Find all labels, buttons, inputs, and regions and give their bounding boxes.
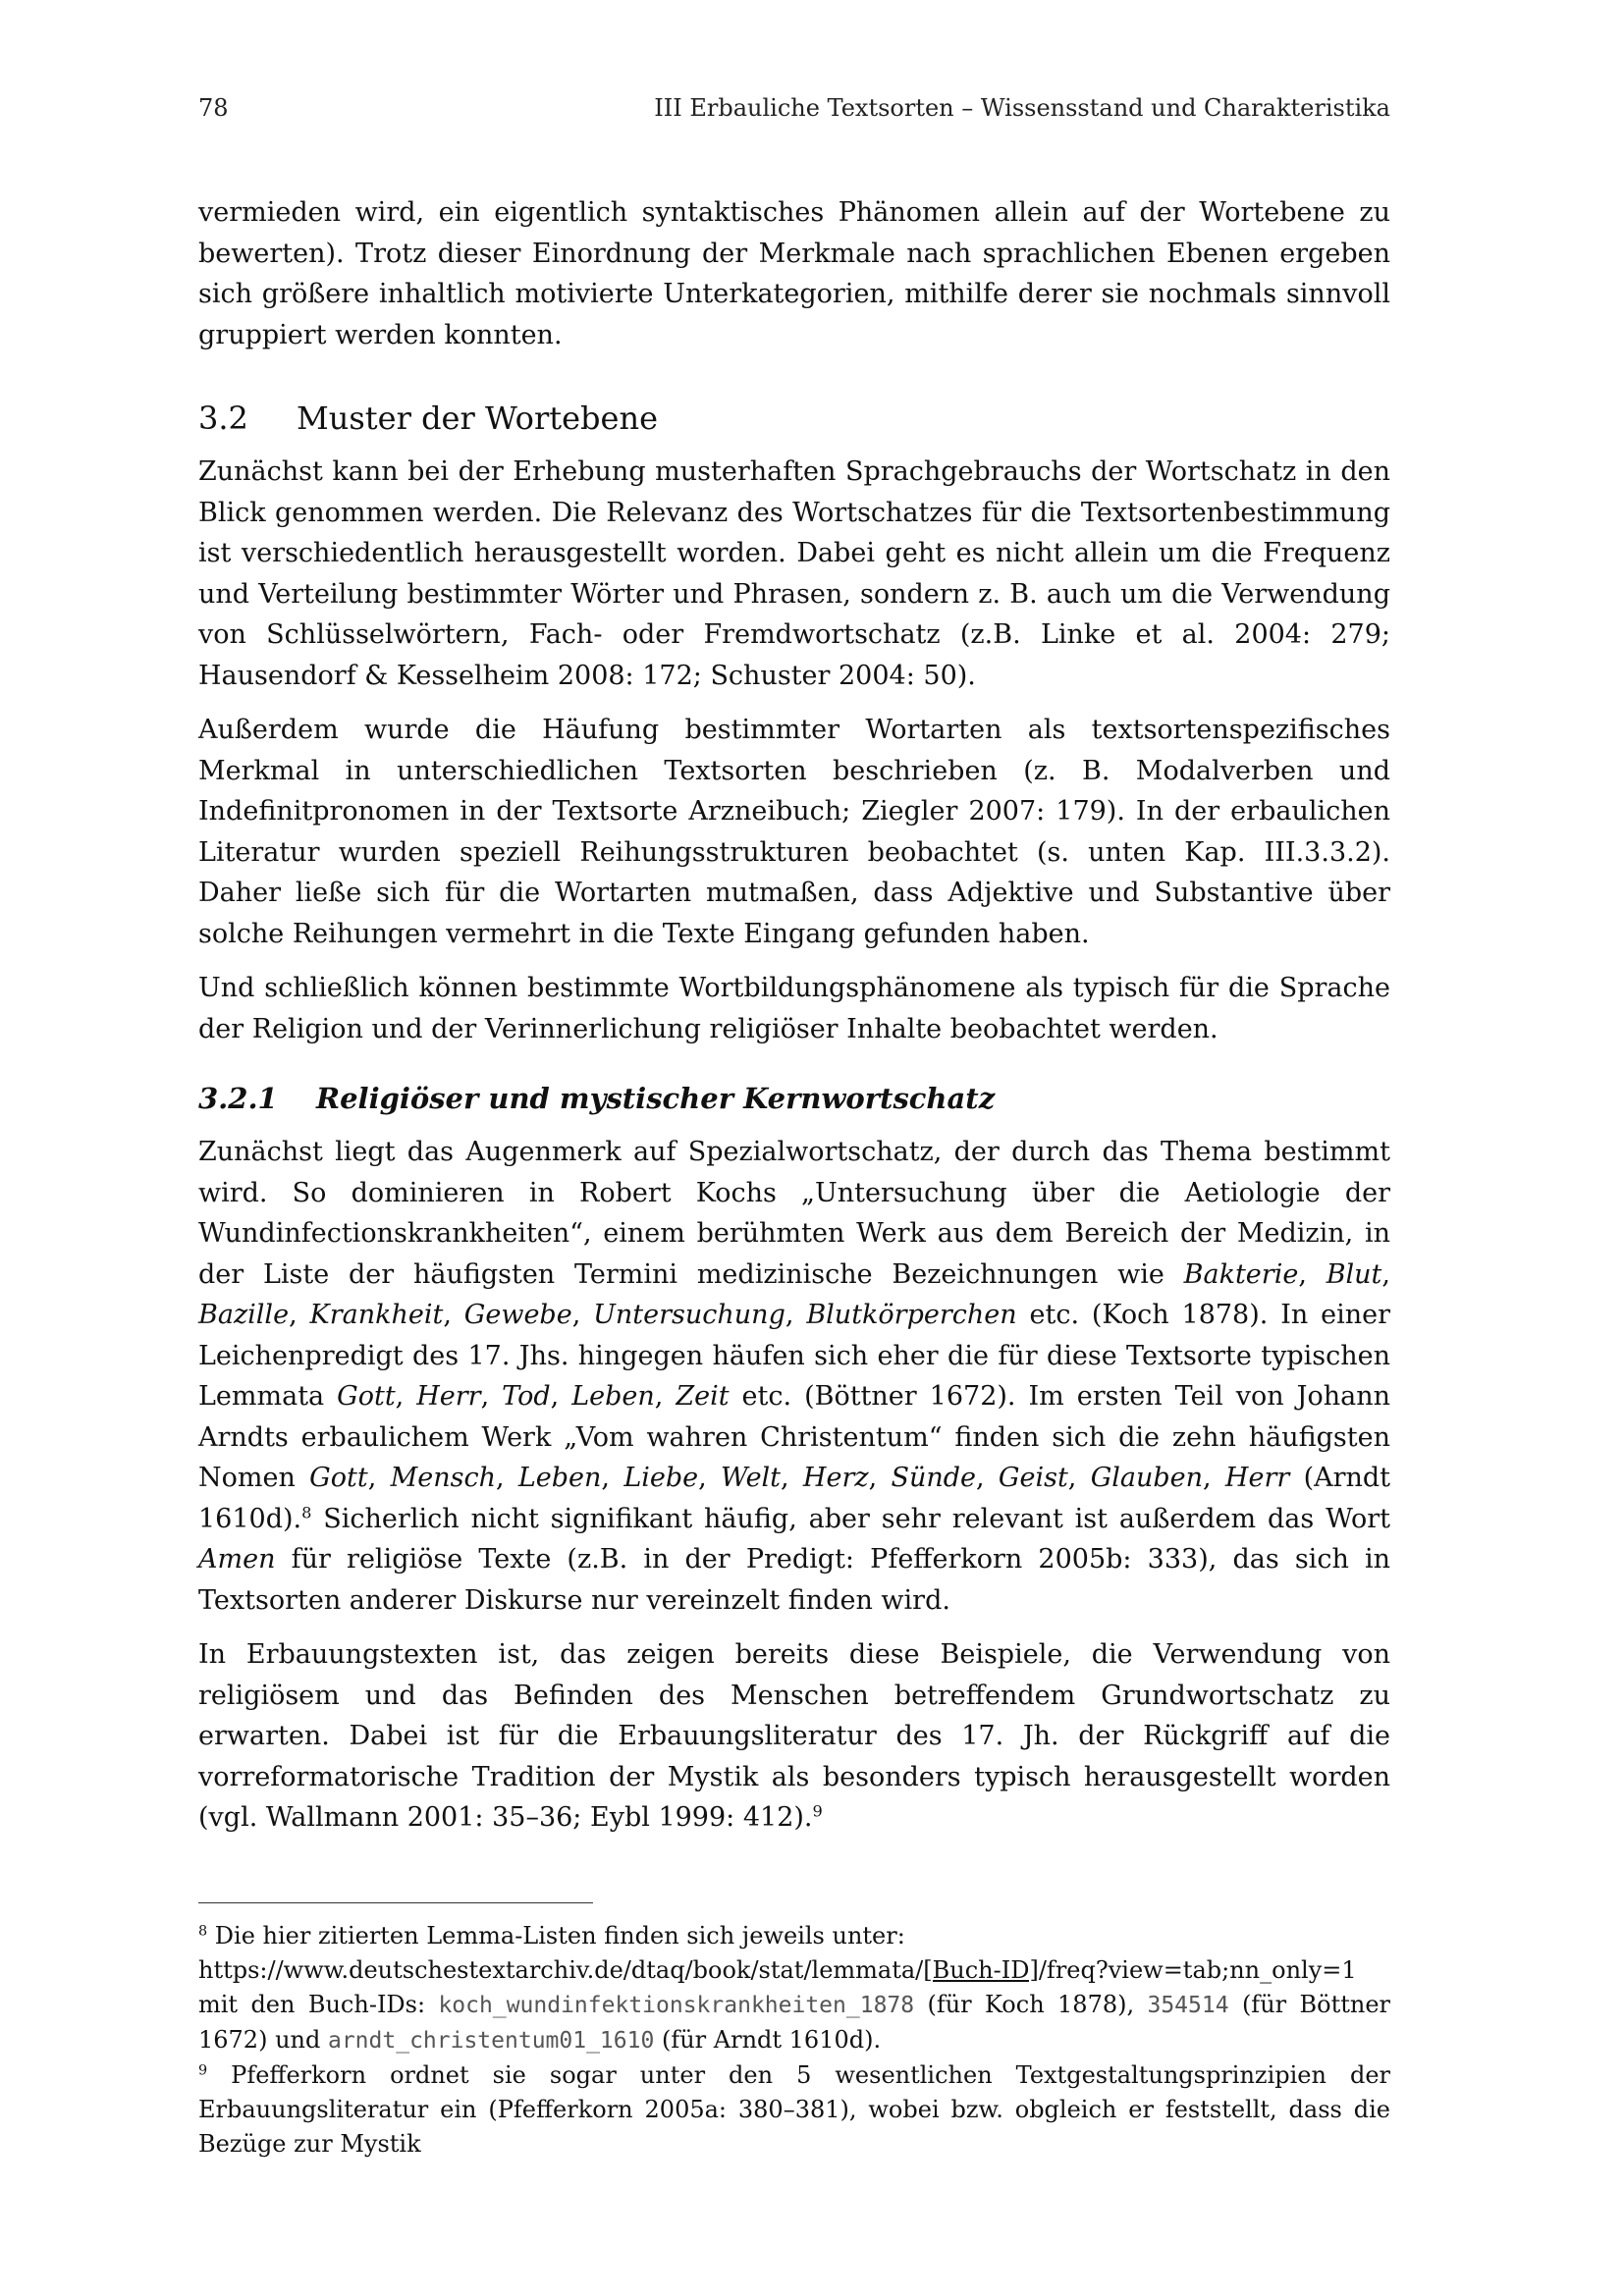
footnote-url[interactable]: https://www.deutschestextarchiv.de/dtaq/book/stat/lemmata/[Buch-ID]/freq?view=tab;nn_only=1 bbox=[198, 1956, 1357, 1984]
footnote-9: $^9$ Pfefferkorn ordnet sie sogar unter den 5 wesentlichen Textgestaltungsprinzipien der Erbauungsliteratur ein (Pfefferkorn 2005a: 380–381), wobei bzw. obgleich er feststellt, dass die Bezüge zur Mystik bbox=[198, 2061, 1390, 2158]
term: Welt bbox=[721, 1463, 782, 1493]
term: Untersuchung bbox=[593, 1300, 785, 1330]
paragraph-1: vermieden wird, ein eigentlich syntaktisches Phänomen allein auf der Wortebene zu bewerten). Trotz dieser Einordnung der Merkmale nach sprachlichen Ebenen ergeben sich größere inhaltlich motivierte Unterkategorien, mithilfe derer sie nochmals sinnvoll gruppiert werden konnten. bbox=[198, 197, 1390, 350]
term: Tod bbox=[502, 1381, 551, 1412]
paragraph-4: Und schließlich können bestimmte Wortbildungsphänomene als typisch für die Sprache der Religion und der Verinnerlichung religiöser Inhalte beobachtet werden. bbox=[198, 973, 1390, 1044]
footnote-8: $^8$ Die hier zitierten Lemma-Listen finden sich jeweils unter: https://www.deutschestextarchiv.de/dtaq/book/stat/lemmata/[Buch-ID]/freq?view=tab;nn_only=1 mit den Buch-IDs: koch_wundinfektionskrankheiten_1878 (für Koch 1878), 354514 (für Böttner 1672) und arndt_christentum01_1610 (für Arndt 1610d). bbox=[198, 1922, 1391, 2054]
term: Krankheit bbox=[309, 1300, 444, 1330]
running-title: III Erbauliche Textsorten – Wissensstand und Charakteristika bbox=[654, 94, 1390, 122]
term: Gott bbox=[309, 1463, 368, 1493]
main-text bbox=[198, 192, 1390, 1839]
term: Glauben bbox=[1090, 1463, 1204, 1493]
term: Bakterie bbox=[1183, 1258, 1299, 1290]
term: Amen bbox=[198, 1544, 276, 1575]
term: Blut bbox=[1326, 1258, 1382, 1290]
term: Gott bbox=[337, 1381, 396, 1412]
paragraph-3: Außerdem wurde die Häufung bestimmter Wortarten als textsortenspezifisches Merkmal in unterschiedlichen Textsorten beschrieben (z. B. Modalverben und Indefinitpronomen in der Textsorte Arzneibuch; Ziegler 2007: 179). In der erbaulichen Literatur wurden speziell Reihungsstrukturen beobachtet (s. unten Kap. III.3.3.2). Daher ließe sich für die Wortarten mutmaßen, dass Adjektive und Substantive über solche Reihungen vermehrt in die Texte Eingang gefunden haben. bbox=[198, 715, 1390, 949]
term: Leben bbox=[571, 1381, 655, 1412]
term: Blutkörperchen bbox=[806, 1300, 1017, 1330]
subsection-heading-3-2-1 bbox=[198, 1079, 1390, 1118]
term: Zeit bbox=[676, 1381, 730, 1412]
paragraph-2: Zunächst kann bei der Erhebung musterhaften Sprachgebrauchs der Wortschatz in den Blick genommen werden. Die Relevanz des Wortschatzes für die Textsortenbestimmung ist verschiedentlich herausgestellt worden. Dabei geht es nicht allein um die Frequenz und Verteilung bestimmter Wörter und Phrasen, sondern z. B. auch um die Verwendung von Schlüsselwörtern, Fach- oder Fremdwortschatz (z.B. Linke et al. 2004: 279; Hausendorf & Kesselheim 2008: 172; Schuster 2004: 50). bbox=[198, 456, 1390, 691]
book-id: 354514 bbox=[1147, 1993, 1229, 2018]
footnotes bbox=[198, 1902, 1390, 2162]
page-header bbox=[198, 94, 1390, 133]
book-id: koch_wundinfektionskrankheiten_1878 bbox=[438, 1993, 915, 2018]
section-title: Muster der Wortebene bbox=[297, 400, 658, 437]
term: Herz bbox=[802, 1463, 869, 1493]
term: Herr bbox=[1224, 1463, 1290, 1493]
term: Sünde bbox=[891, 1463, 977, 1493]
footnote-ref-9[interactable]: 9 bbox=[812, 1801, 823, 1821]
book-id: arndt_christentum01_1610 bbox=[327, 2028, 655, 2054]
page-number: 78 bbox=[198, 94, 229, 122]
paragraph-5: Zunächst liegt das Augenmerk auf Spezialwortschatz, der durch das Thema bestimmt wird. So dominieren in Robert Kochs „Untersuchung über die Aetiologie der Wundinfectionskrankheiten“, einem berühmten Werk aus dem Bereich der Medizin, in der Liste der häufigsten Termini medizinische Bezeichnungen wie Bakterie, Blut, Bazille, Krankheit, Gewebe, Untersuchung, Blutkörperchen etc. (Koch 1878). In einer Leichenpredigt des 17. Jhs. hingegen häufen sich eher die für diese Textsorte typischen Lemmata Gott, Herr, Tod, Leben, Zeit etc. (Böttner 1672). Im ersten Teil von Johann Arndts erbaulichem Werk „Vom wahren Christentum“ finden sich die zehn häufigsten Nomen Gott, Mensch, Leben, Liebe, Welt, Herz, Sünde, Geist, Glauben, Herr (Arndt 1610d).$^8$ Sicherlich nicht signifikant häufig, aber sehr relevant ist außerdem das Wort Amen für religiöse Texte (z.B. in der Predigt: Pfefferkorn 2005b: 333), das sich in Textsorten anderer Diskurse nur vereinzelt finden wird. bbox=[198, 1137, 1391, 1616]
subsection-title: Religiöser und mystischer Kernwortschatz bbox=[316, 1082, 996, 1115]
section-number: 3.2 bbox=[198, 400, 248, 437]
term: Gewebe bbox=[463, 1300, 572, 1330]
term: Mensch bbox=[390, 1463, 496, 1493]
term: Leben bbox=[517, 1463, 602, 1493]
footnote-divider bbox=[198, 1902, 593, 1903]
footnote-ref-8[interactable]: 8 bbox=[301, 1502, 312, 1522]
term: Herr bbox=[416, 1381, 481, 1412]
term: Bazille bbox=[198, 1300, 290, 1330]
term: Liebe bbox=[623, 1463, 699, 1493]
paragraph-6: In Erbauungstexten ist, das zeigen bereits diese Beispiele, die Verwendung von religiösem und das Befinden des Menschen betreffendem Grundwortschatz zu erwarten. Dabei ist für die Erbauungsliteratur des 17. Jh. der Rückgriff auf die vorreformatorische Tradition der Mystik als besonders typisch herausgestellt worden (vgl. Wallmann 2001: 35–36; Eybl 1999: 412).$^9$ bbox=[198, 1639, 1390, 1833]
subsection-number: 3.2.1 bbox=[198, 1082, 278, 1115]
term: Geist bbox=[998, 1463, 1068, 1493]
section-heading-3-2 bbox=[198, 399, 1390, 438]
